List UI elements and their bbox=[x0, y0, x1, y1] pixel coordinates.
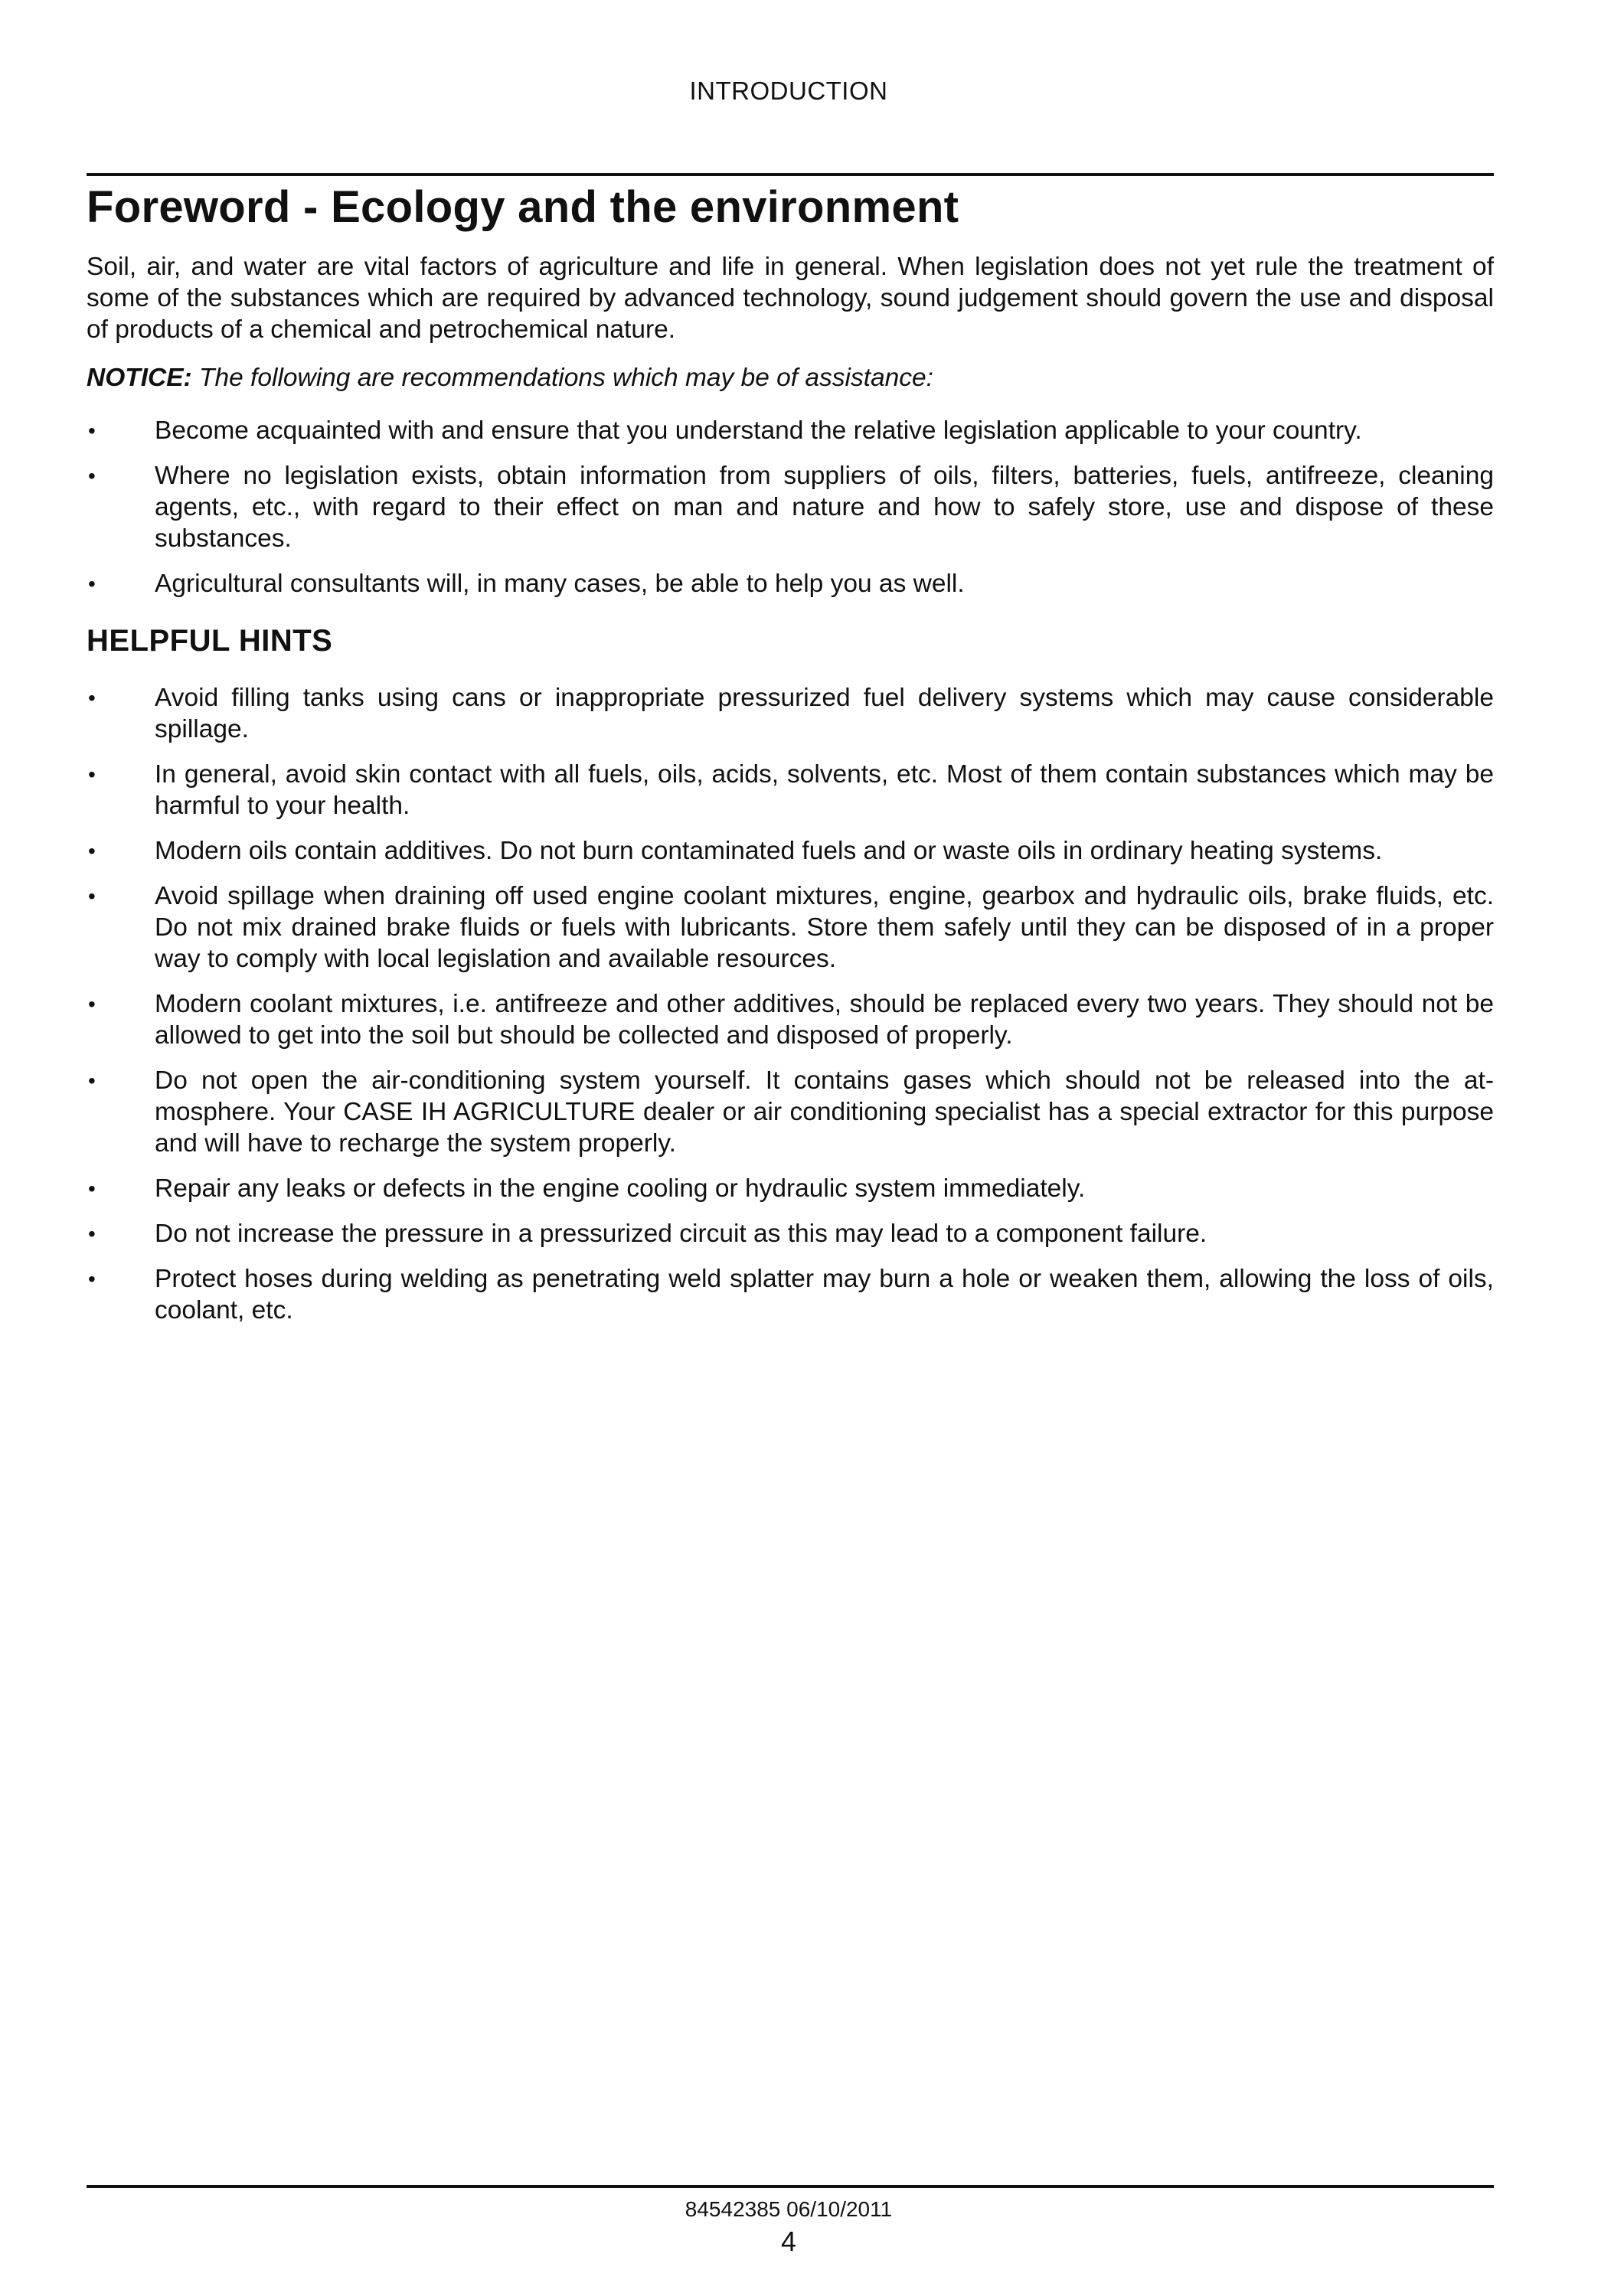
notice-paragraph bbox=[87, 362, 1494, 394]
bullet-icon: • bbox=[88, 572, 96, 596]
list-item bbox=[87, 682, 1494, 745]
recommendations-list bbox=[87, 415, 1494, 599]
notice-text: The following are recommendations which may be of assistance: bbox=[191, 364, 933, 392]
list-item bbox=[87, 1263, 1494, 1326]
list-item bbox=[87, 1218, 1494, 1249]
page-title: Foreword - Ecology and the environment bbox=[87, 182, 959, 232]
list-item bbox=[87, 1173, 1494, 1204]
page-number: 4 bbox=[780, 2226, 797, 2257]
list-item bbox=[87, 1065, 1494, 1159]
list-item bbox=[87, 880, 1494, 975]
running-header: INTRODUCTION bbox=[689, 77, 888, 105]
list-item-text: In general, avoid skin contact with all fuels, oils, acids, solvents, etc. Most of them contain substances which may be harmful to your health. bbox=[155, 760, 1494, 820]
bullet-icon: • bbox=[88, 1222, 96, 1246]
list-item-text: Modern coolant mixtures, i.e. antifreeze and other additives, should be replaced every two years. They should not be allowed to get into the soil but should be collected and disposed of properly. bbox=[155, 990, 1494, 1050]
list-item bbox=[87, 835, 1494, 867]
list-item-text: Repair any leaks or defects in the engine cooling or hydraulic system immediately. bbox=[155, 1174, 1086, 1203]
bullet-icon: • bbox=[88, 839, 96, 863]
document-reference: 84542385 06/10/2011 bbox=[685, 2197, 893, 2221]
bullet-icon: • bbox=[88, 464, 96, 488]
list-item-text: Do not increase the pressure in a pressurized circuit as this may lead to a component failure. bbox=[155, 1220, 1207, 1248]
list-item-text: Avoid filling tanks using cans or inappropriate pressurized fuel delivery systems which may cause considerable spillage. bbox=[155, 684, 1494, 743]
page-content bbox=[87, 181, 1494, 1340]
bullet-icon: • bbox=[88, 419, 96, 443]
list-item bbox=[87, 568, 1494, 599]
intro-paragraph: Soil, air, and water are vital factors of agriculture and life in general. When legislation does not yet rule the treatment of some of the substances which are required by advanced technology, sound judgement should govern the use and disposal of products of a chemical and petrochemical nature. bbox=[87, 253, 1494, 344]
bullet-icon: • bbox=[88, 1267, 96, 1291]
bullet-icon: • bbox=[88, 686, 96, 710]
list-item-text: Protect hoses during welding as penetrating weld splatter may burn a hole or weaken them, allowing the loss of oils, coolant, etc. bbox=[155, 1265, 1494, 1324]
list-item bbox=[87, 988, 1494, 1051]
notice-label: NOTICE: bbox=[87, 364, 192, 392]
list-item-text: Become acquainted with and ensure that you understand the relative legislation applicable to your country. bbox=[155, 416, 1362, 445]
list-item bbox=[87, 460, 1494, 554]
list-item bbox=[87, 759, 1494, 821]
list-item-text: Where no legislation exists, obtain information from suppliers of oils, filters, batteries, fuels, antifreeze, cleaning agents, etc., with regard to their effect on man and nature and how to safely store, use and dispose of these substances. bbox=[155, 462, 1494, 553]
bullet-icon: • bbox=[88, 884, 96, 908]
list-item-text: Do not open the air-conditioning system yourself. It contains gases which should not be released into the at-mosphere. Your CASE IH AGRICULTURE dealer or air conditioning specialist has a special extractor for this purpose and will have to recharge the system properly. bbox=[155, 1066, 1494, 1158]
bullet-icon: • bbox=[88, 992, 96, 1016]
header-rule bbox=[87, 173, 1494, 176]
list-item bbox=[87, 415, 1494, 446]
bullet-icon: • bbox=[88, 1177, 96, 1200]
list-item-text: Modern oils contain additives. Do not burn contaminated fuels and or waste oils in ordinary heating systems. bbox=[155, 837, 1383, 865]
footer-rule bbox=[87, 2185, 1494, 2188]
bullet-icon: • bbox=[88, 1069, 96, 1092]
bullet-icon: • bbox=[88, 763, 96, 786]
helpful-hints-list bbox=[87, 682, 1494, 1326]
section-heading-helpful-hints: HELPFUL HINTS bbox=[87, 624, 333, 658]
list-item-text: Agricultural consultants will, in many cases, be able to help you as well. bbox=[155, 570, 965, 598]
list-item-text: Avoid spillage when draining off used engine coolant mixtures, engine, gearbox and hydraulic oils, brake fluids, etc. Do not mix drained brake fluids or fuels with lubricants. Store them safely until they can be disposed of in a proper way to comply with local legislation and available resources. bbox=[155, 882, 1494, 973]
